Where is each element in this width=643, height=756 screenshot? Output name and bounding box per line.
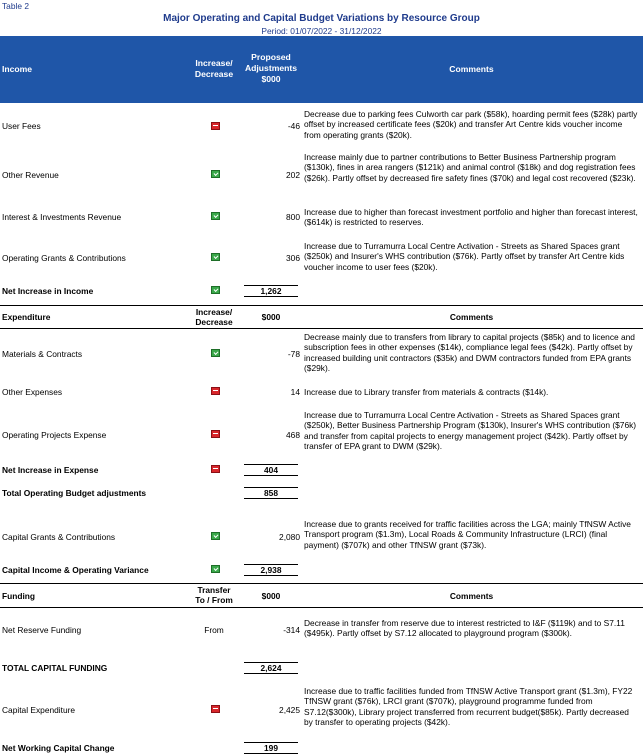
row-label: Operating Grants & Contributions bbox=[2, 253, 126, 263]
transfer-line1: Transfer bbox=[197, 585, 231, 595]
row-label: Net Working Capital Change bbox=[2, 743, 115, 753]
row-value: -314 bbox=[283, 625, 300, 635]
transfer-direction: From bbox=[204, 625, 224, 635]
inc-header-line1: Increase/ bbox=[195, 58, 233, 68]
row-label: Net Reserve Funding bbox=[2, 625, 82, 635]
increase-icon bbox=[211, 532, 220, 540]
row-value: 1,262 bbox=[244, 285, 298, 297]
row-value: -78 bbox=[287, 349, 300, 359]
row-value: 404 bbox=[244, 464, 298, 476]
row-comment: Increase due to Turramurra Local Centre Activation - Streets as Shared Spaces grant ($250k), Better Business Partnership Program ($130k), Insurer's WHS contribution ($76k) and transfer from capital projects to energy management project ($42k). Partly offset by transfer of EPA grant to DWM ($29k). bbox=[304, 410, 637, 451]
funding-header bbox=[0, 583, 643, 608]
proposed-line2: Adjustments bbox=[244, 63, 298, 73]
row-label: Capital Income & Operating Variance bbox=[2, 565, 149, 575]
funding-transfer-header bbox=[186, 585, 242, 605]
decrease-icon bbox=[211, 705, 220, 713]
increase-icon bbox=[211, 349, 220, 357]
decrease-icon bbox=[211, 465, 220, 473]
row-value: 14 bbox=[290, 387, 300, 397]
increase-icon bbox=[211, 565, 220, 573]
row-value: -46 bbox=[287, 121, 300, 131]
row-comment: Increase due to traffic facilities funded from TfNSW Active Transport grant ($1.3m), FY22 TfNSW grant ($76k), LRCI grant ($707k), playground programme funded from S7.12($300k), Library project transferred from recurrent budget($85k). Partly decreased by transfer to operating projects ($42k). bbox=[304, 686, 633, 727]
table-row bbox=[0, 205, 643, 233]
row-value: 202 bbox=[286, 170, 300, 180]
table-row bbox=[0, 240, 643, 278]
funding-unit-header: $000 bbox=[261, 591, 281, 601]
row-label: Capital Grants & Contributions bbox=[2, 532, 116, 542]
decrease-icon bbox=[211, 122, 220, 130]
table-row bbox=[0, 384, 643, 400]
row-value: 2,624 bbox=[244, 662, 298, 674]
page-title: Major Operating and Capital Budget Variations by Resource Group bbox=[163, 13, 480, 24]
capital-income-row bbox=[0, 564, 643, 576]
proposed-adjustments-header bbox=[242, 52, 300, 85]
proposed-line1: Proposed bbox=[251, 52, 291, 62]
row-value: 800 bbox=[286, 212, 300, 222]
row-comment: Decrease mainly due to transfers from library to capital projects ($85k) and to licence and subscription fees in other expenses ($14k), compliance legal fees ($42k). Partly offset by increased building unit contractors ($35k) and DWM contractors funded from EPA grants ($29k). bbox=[304, 332, 635, 373]
decrease-icon bbox=[211, 430, 220, 438]
funding-comments-header: Comments bbox=[449, 591, 494, 601]
period-text: Period: 01/07/2022 - 31/12/2022 bbox=[261, 26, 382, 36]
row-value: 199 bbox=[244, 742, 298, 754]
table-row bbox=[0, 330, 643, 378]
net-expense-row bbox=[0, 464, 643, 476]
row-label: Operating Projects Expense bbox=[2, 430, 107, 440]
row-value: 2,425 bbox=[279, 705, 300, 715]
row-comment: Increase due to grants received for traffic facilities across the LGA; mainly TfNSW Active Transport program ($1.3m), Local Roads & Community Infrastructure (LRCI) (final payment) ($707k) and other TfNSW grant ($73k). bbox=[304, 519, 631, 550]
net-working-capital-row bbox=[0, 742, 643, 754]
row-label: Other Expenses bbox=[2, 387, 63, 397]
transfer-line2: To / From bbox=[195, 595, 233, 605]
expenditure-comments-header: Comments bbox=[449, 312, 494, 322]
increase-icon bbox=[211, 286, 220, 294]
row-label: Capital Expenditure bbox=[2, 705, 76, 715]
net-income-row bbox=[0, 285, 643, 297]
total-operating-row bbox=[0, 487, 643, 499]
row-comment: Decrease in transfer from reserve due to interest restricted to I&F ($119k) and to S7.11 ($495k). Partly offset by S7.12 allocated to playground program ($300k). bbox=[304, 618, 625, 639]
proposed-line3: $000 bbox=[261, 74, 281, 84]
row-value: 2,080 bbox=[279, 532, 300, 542]
income-header-band bbox=[0, 36, 643, 103]
row-label: Materials & Contracts bbox=[2, 349, 83, 359]
exp-inc-line2: Decrease bbox=[195, 317, 233, 327]
expenditure-unit-header: $000 bbox=[261, 312, 281, 322]
row-value: 2,938 bbox=[244, 564, 298, 576]
row-comment: Increase due to higher than forecast investment portfolio and higher than forecast interest, ($614k) is restricted to reserves. bbox=[304, 207, 638, 228]
increase-icon bbox=[211, 170, 220, 178]
increase-icon bbox=[211, 212, 220, 220]
expenditure-inc-header bbox=[186, 307, 242, 327]
row-label: Net Increase in Expense bbox=[2, 465, 99, 475]
decrease-icon bbox=[211, 387, 220, 395]
table-row bbox=[0, 150, 643, 198]
expenditure-header bbox=[0, 305, 643, 329]
comments-header: Comments bbox=[449, 64, 494, 74]
row-value: 858 bbox=[244, 487, 298, 499]
row-value: 468 bbox=[286, 430, 300, 440]
table-row bbox=[0, 408, 643, 460]
row-value: 306 bbox=[286, 253, 300, 263]
row-comment: Increase mainly due to partner contributions to Better Business Partnership program ($130k), fines in area rangers ($121k) and animal control ($18k) and dog registration fees ($26k). Partly offset by decreased fire safety fines ($70k) and legal cost recovered ($23k). bbox=[304, 152, 636, 183]
table-row bbox=[0, 105, 643, 143]
row-comment: Increase due to Library transfer from materials & contracts ($14k). bbox=[304, 387, 549, 397]
row-label: TOTAL CAPITAL FUNDING bbox=[2, 663, 108, 673]
row-label: Interest & Investments Revenue bbox=[2, 212, 122, 222]
table-label: Table 2 bbox=[2, 1, 30, 11]
expenditure-header-label: Expenditure bbox=[2, 312, 51, 322]
row-label: Other Revenue bbox=[2, 170, 59, 180]
income-header-label: Income bbox=[2, 64, 33, 74]
exp-inc-line1: Increase/ bbox=[195, 307, 233, 317]
row-comment: Decrease due to parking fees Culworth car park ($58k), hoarding permit fees ($28k) partly offset by increased certificate fees ($20k) and transfer Art Centre kids voucher income from operating grants ($20k). bbox=[304, 109, 638, 140]
funding-header-label: Funding bbox=[2, 591, 36, 601]
row-label: Total Operating Budget adjustments bbox=[2, 488, 147, 498]
table-row bbox=[0, 518, 643, 558]
inc-header-line2: Decrease bbox=[194, 69, 234, 79]
table-row bbox=[0, 685, 643, 737]
row-label: User Fees bbox=[2, 121, 41, 131]
row-label: Net Increase in Income bbox=[2, 286, 94, 296]
increase-decrease-header bbox=[186, 58, 242, 80]
table-row bbox=[0, 615, 643, 643]
increase-icon bbox=[211, 253, 220, 261]
total-capital-funding-row bbox=[0, 662, 643, 674]
row-comment: Increase due to Turramurra Local Centre Activation - Streets as Shared Spaces grant ($250k) and Insurer's WHS contribution ($76k). Partly offset by transfer Art Centre kids voucher income to user fees ($20k). bbox=[304, 241, 625, 272]
